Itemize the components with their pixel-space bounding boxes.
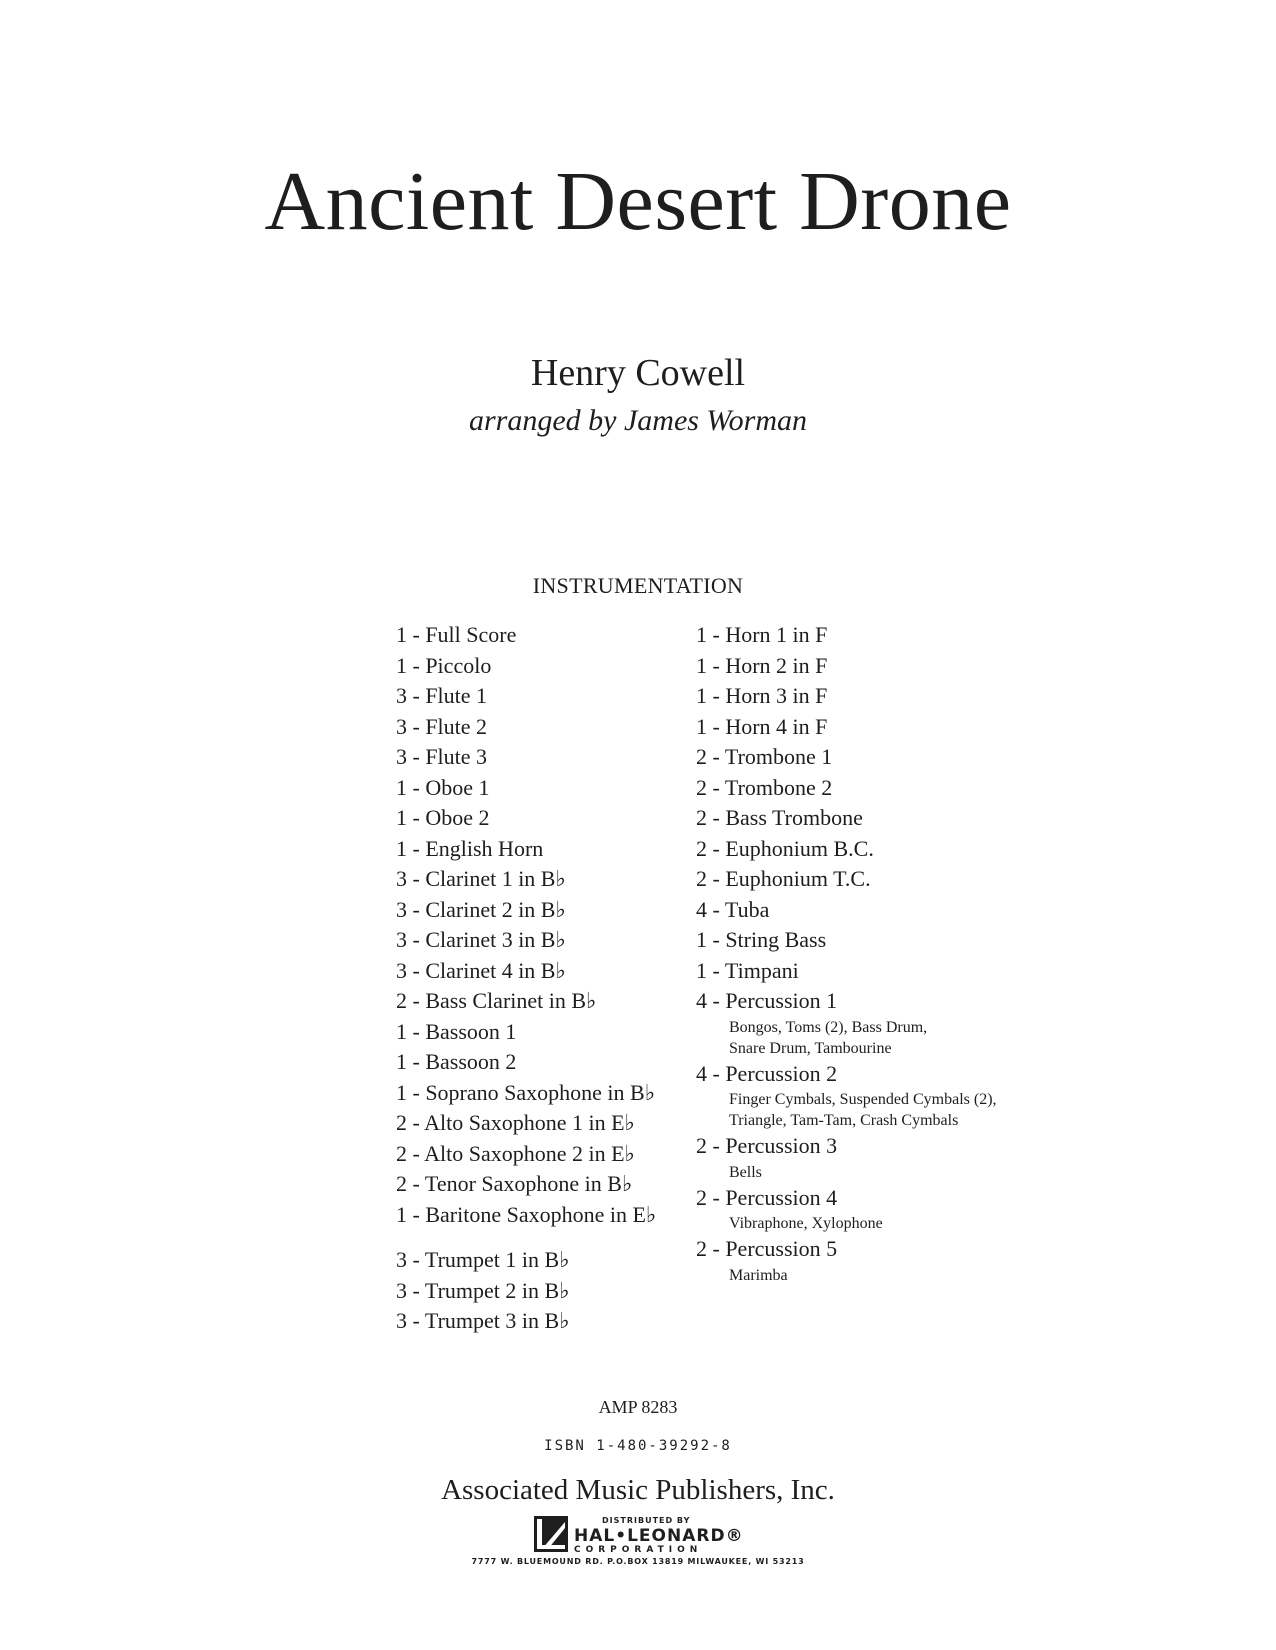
instrument-label: 2 - Percussion 4 <box>696 1184 838 1210</box>
instrument-label: 2 - Euphonium T.C. <box>696 866 871 891</box>
list-spacer <box>396 1230 656 1245</box>
catalog-number: AMP 8283 <box>598 1397 678 1417</box>
hal-leonard-logo-icon <box>534 1516 568 1552</box>
instrument-item: 1 - Piccolo <box>396 652 492 678</box>
distributed-by-label: DISTRIBUTED BY <box>602 1516 691 1525</box>
distributor-corporation: CORPORATION <box>574 1545 703 1555</box>
instrument-item: 3 - Flute 2 <box>396 713 488 739</box>
instrument-item <box>696 1234 997 1286</box>
instrument-label: 1 - String Bass <box>696 927 827 952</box>
instrument-item: 2 - Alto Saxophone 2 in E♭ <box>396 1140 635 1166</box>
instrument-note: Triangle, Tam-Tam, Crash Cymbals <box>729 1112 959 1129</box>
instrument-label: 1 - Horn 4 in F <box>696 713 828 739</box>
arranger-credit: arranged by James Worman <box>468 404 808 437</box>
instrument-item: 3 - Trumpet 1 in B♭ <box>396 1247 570 1272</box>
distributor-address: 7777 W. BLUEMOUND RD. P.O.BOX 13819 MILWAUKEE, WI 53213 <box>471 1557 805 1566</box>
instrument-label: 2 - Trombone 2 <box>696 774 833 800</box>
instrument-note: Bells <box>729 1163 762 1181</box>
instrument-item <box>696 651 997 682</box>
instrument-label: 1 - Horn 1 in F <box>696 622 828 647</box>
instrument-label: 1 - Horn 3 in F <box>696 683 828 708</box>
instrument-label: 2 - Trombone 1 <box>696 744 833 769</box>
instrument-item: 3 - Flute 3 <box>396 744 488 769</box>
instrument-item: 3 - Trumpet 2 in B♭ <box>396 1277 570 1303</box>
instrument-item <box>696 773 997 804</box>
instrument-item: 1 - Soprano Saxophone in B♭ <box>396 1079 656 1105</box>
instrument-item: 2 - Bass Clarinet in B♭ <box>396 988 597 1013</box>
instrument-label: 4 - Percussion 1 <box>696 988 838 1013</box>
publisher-name: Associated Music Publishers, Inc. <box>441 1474 835 1506</box>
composer-name: Henry Cowell <box>530 352 746 394</box>
instrument-item <box>696 681 997 712</box>
instrument-item: 3 - Flute 1 <box>396 683 488 708</box>
instrument-note: Snare Drum, Tambourine <box>729 1039 892 1057</box>
instrument-item <box>696 742 997 773</box>
instrument-label: 1 - Timpani <box>696 957 799 983</box>
instrument-item: 3 - Clarinet 1 in B♭ <box>396 866 566 891</box>
instrument-item <box>696 895 997 926</box>
instrument-item <box>696 803 997 834</box>
instrument-label: 2 - Euphonium B.C. <box>696 835 874 861</box>
instrument-label: 2 - Percussion 3 <box>696 1133 838 1158</box>
instrument-item <box>696 1131 997 1183</box>
instrument-item: 3 - Clarinet 4 in B♭ <box>396 957 566 983</box>
instrument-item: 1 - Oboe 2 <box>396 805 490 830</box>
instrument-label: 1 - Horn 2 in F <box>696 652 828 678</box>
instrument-item: 3 - Clarinet 2 in B♭ <box>396 896 566 922</box>
instrument-item: 3 - Clarinet 3 in B♭ <box>396 927 566 952</box>
instrument-label: 2 - Bass Trombone <box>696 805 863 830</box>
instrument-item: 1 - Baritone Saxophone in E♭ <box>396 1201 657 1227</box>
instrument-item: 1 - Oboe 1 <box>396 774 490 800</box>
instrument-item <box>696 864 997 895</box>
instrument-note: Bongos, Toms (2), Bass Drum, <box>729 1018 928 1036</box>
instrument-item <box>696 1183 997 1235</box>
instrument-label: 2 - Percussion 5 <box>696 1236 838 1261</box>
instrument-label: 4 - Percussion 2 <box>696 1060 838 1086</box>
instrument-item: 2 - Alto Saxophone 1 in E♭ <box>396 1110 635 1135</box>
instrument-item: 2 - Tenor Saxophone in B♭ <box>396 1171 633 1196</box>
instrument-item <box>696 620 997 651</box>
instrument-label: 4 - Tuba <box>696 896 770 922</box>
isbn-number: ISBN 1-480-39292-8 <box>544 1438 732 1454</box>
instrument-note: Finger Cymbals, Suspended Cymbals (2), <box>729 1091 997 1108</box>
instrument-item <box>696 712 997 743</box>
instrument-note: Vibraphone, Xylophone <box>729 1215 883 1232</box>
instrument-note: Marimba <box>729 1266 788 1284</box>
instrument-item: 1 - Full Score <box>396 622 517 647</box>
score-title: Ancient Desert Drone <box>264 155 1012 248</box>
instrument-item <box>696 834 997 865</box>
distributor-name: HAL•LEONARD® <box>574 1526 744 1546</box>
instrument-item: 1 - English Horn <box>396 835 544 861</box>
instrument-item: 1 - Bassoon 2 <box>396 1049 517 1074</box>
instrumentation-heading: INSTRUMENTATION <box>532 573 744 598</box>
instrument-list-right <box>696 620 997 1286</box>
instrument-list-left <box>396 620 656 1337</box>
instrument-item: 1 - Bassoon 1 <box>396 1018 517 1044</box>
instrument-item <box>696 925 997 956</box>
instrument-item <box>696 986 997 1059</box>
instrument-item <box>696 956 997 987</box>
instrument-item: 3 - Trumpet 3 in B♭ <box>396 1308 570 1333</box>
instrument-item <box>696 1059 997 1132</box>
